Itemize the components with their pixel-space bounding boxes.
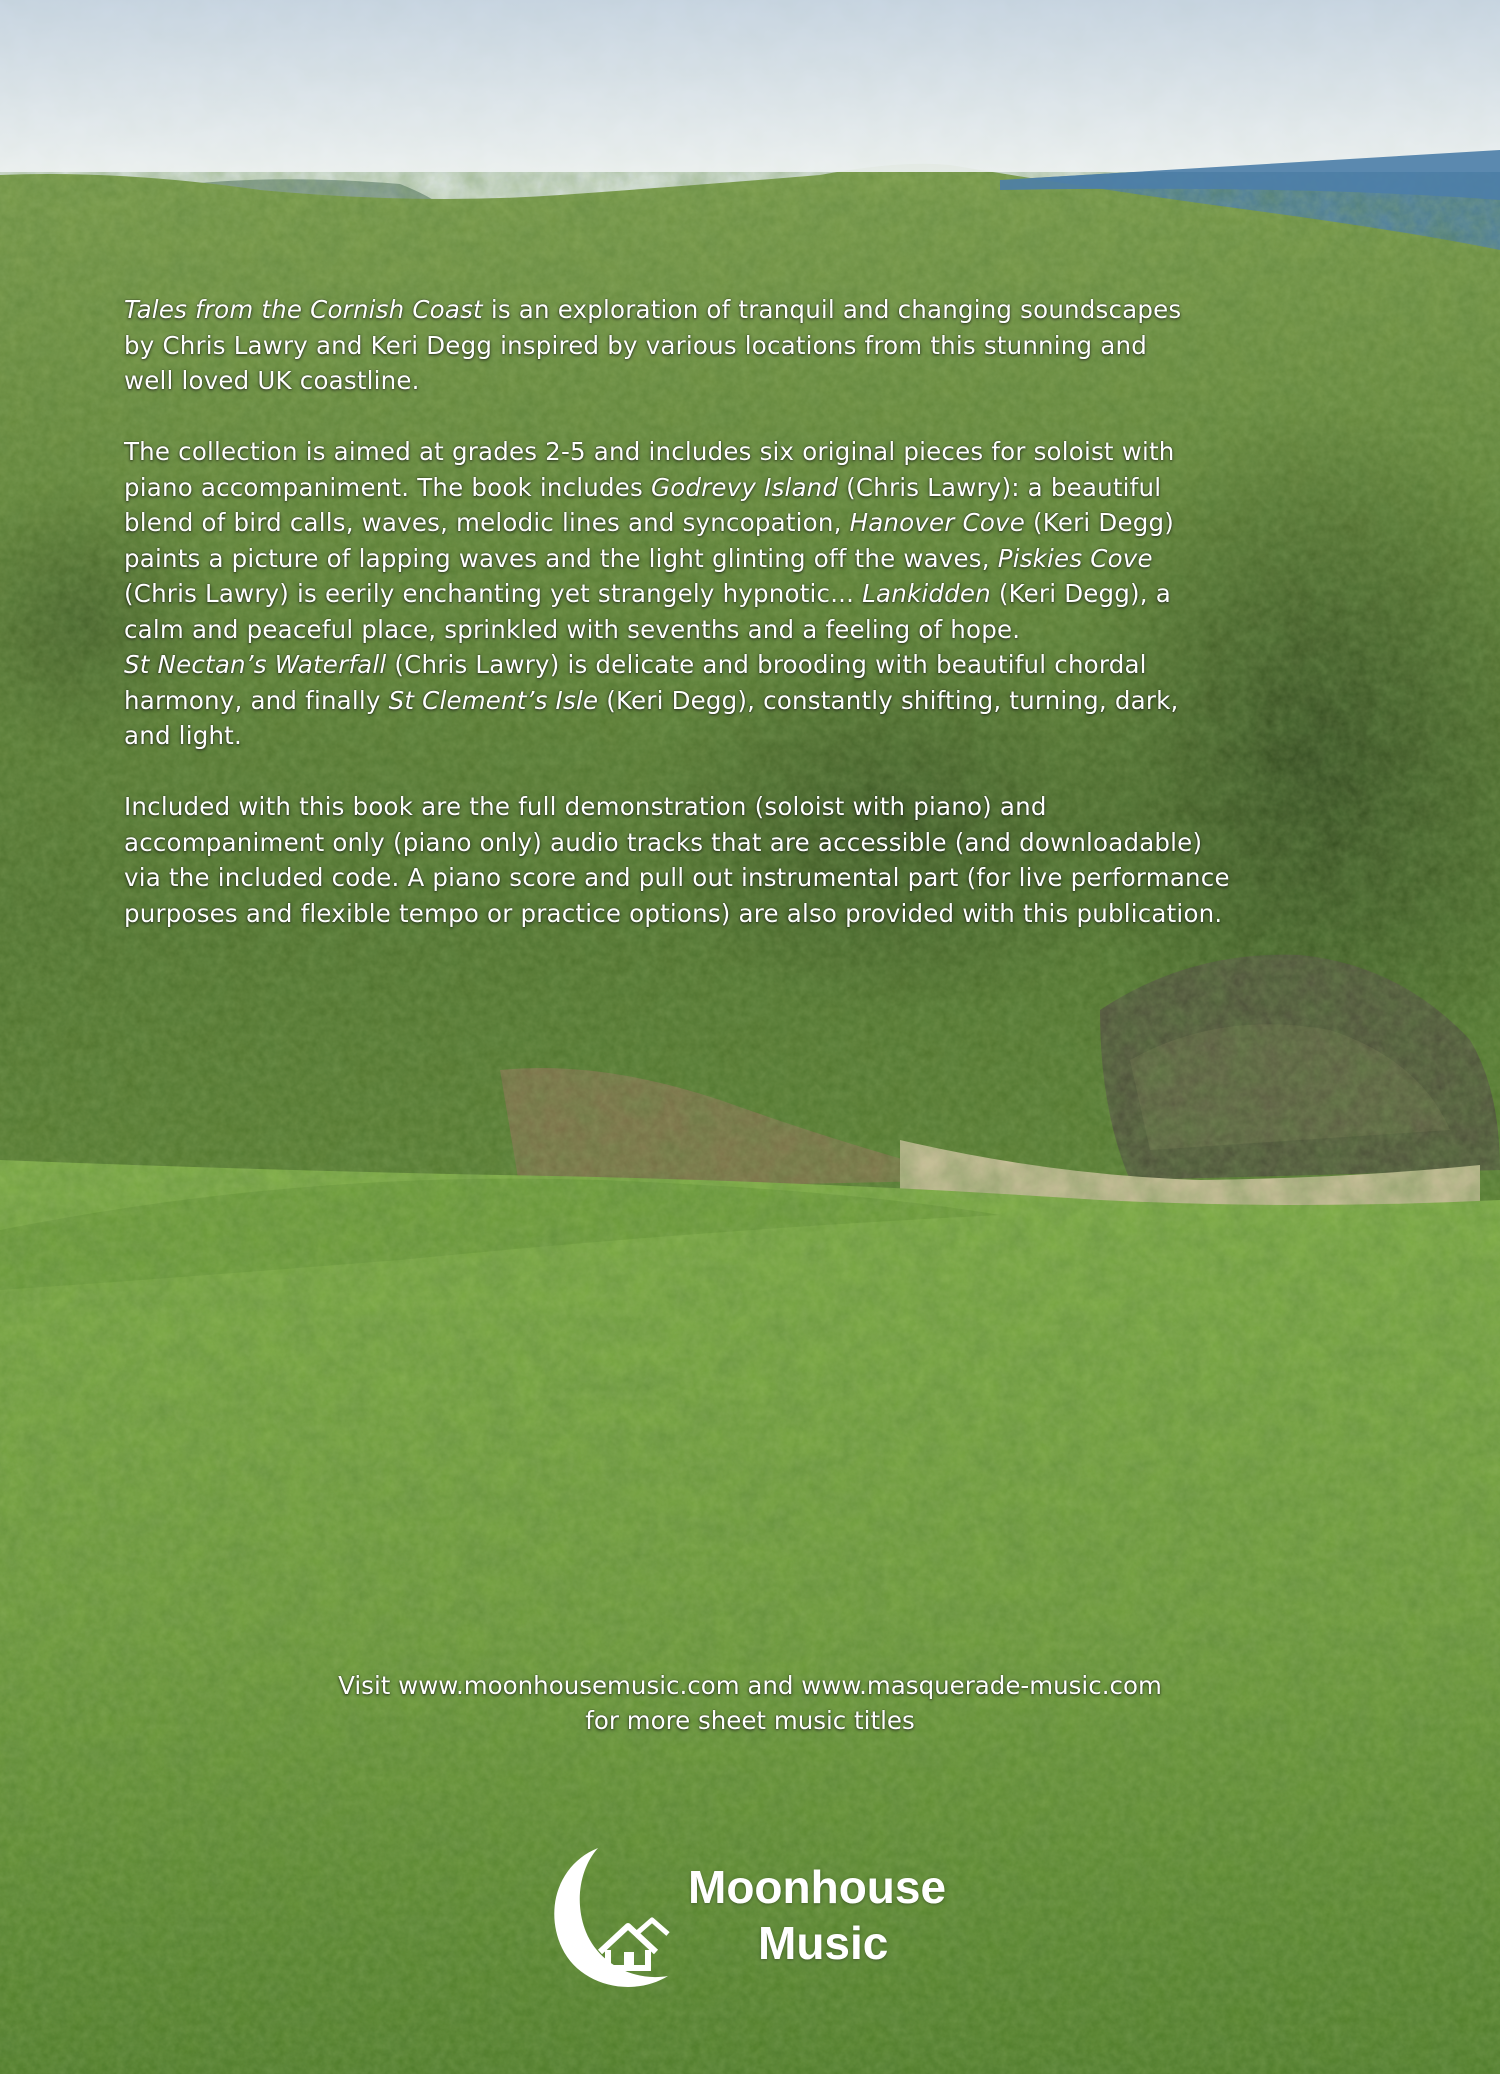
text-run: accompaniment only (piano only) audio tracks that are accessible (and downloadable) (124, 827, 1203, 857)
piece-title: St Nectan’s Waterfall (124, 650, 387, 679)
description-blurb (124, 292, 1424, 967)
blurb-paragraph-collection (124, 434, 1424, 754)
text-run: paints a picture of lapping waves and the light glinting off the waves, (124, 543, 998, 573)
blurb-paragraph-audio (124, 789, 1424, 931)
piece-title: Piskies Cove (997, 543, 1153, 573)
text-run: calm and peaceful place, sprinkled with sevenths and a feeling of hope. (124, 614, 1021, 644)
blurb-paragraph-intro (124, 292, 1424, 399)
text-run: The collection is aimed at grades 2-5 and includes six original pieces for soloist with (124, 437, 1175, 466)
text-run: and light. (124, 721, 242, 750)
moon-house-icon (540, 1840, 700, 2000)
text-run: blend of bird calls, waves, melodic lines and syncopation, (124, 508, 850, 537)
text-run: by Chris Lawry and Keri Degg inspired by various locations from this stunning and (124, 330, 1147, 360)
piece-title: Hanover Cove (849, 508, 1026, 537)
text-run: piano accompaniment. The book includes (124, 472, 652, 502)
text-run: (Chris Lawry) is eerily enchanting yet strangely hypnotic... (124, 579, 863, 608)
piece-title: Godrevy Island (651, 472, 839, 502)
text-run: (Keri Degg), a (990, 579, 1171, 608)
website-promo (0, 1668, 1500, 1738)
website-promo-line-1: Visit www.moonhousemusic.com and www.masquerade-music.com (338, 1671, 1162, 1700)
text-run: via the included code. A piano score and pull out instrumental part (for live performance (124, 863, 1230, 892)
text-run: (Chris Lawry): a beautiful (838, 472, 1162, 502)
piece-title: Lankidden (862, 579, 991, 608)
text-run: harmony, and finally (124, 685, 389, 715)
text-run: (Chris Lawry) is delicate and brooding with beautiful chordal (386, 650, 1147, 679)
text-run: is an exploration of tranquil and changing soundscapes (482, 295, 1182, 324)
website-promo-line-2: for more sheet music titles (585, 1706, 915, 1735)
text-run: (Keri Degg) (1025, 508, 1174, 537)
piece-title: St Clement’s Isle (388, 685, 599, 715)
text-run: Included with this book are the full demonstration (soloist with piano) and (124, 792, 1047, 821)
text-run: purposes and flexible tempo or practice options) are also provided with this publication. (124, 898, 1223, 928)
piece-title: Tales from the Cornish Coast (124, 295, 483, 324)
text-run: well loved UK coastline. (124, 366, 420, 395)
text-run: (Keri Degg), constantly shifting, turning, dark, (598, 685, 1179, 715)
logo-word-music: Music (758, 1917, 889, 1969)
moonhouse-music-logo (540, 1840, 990, 2000)
logo-word-moonhouse: Moonhouse (688, 1861, 947, 1913)
